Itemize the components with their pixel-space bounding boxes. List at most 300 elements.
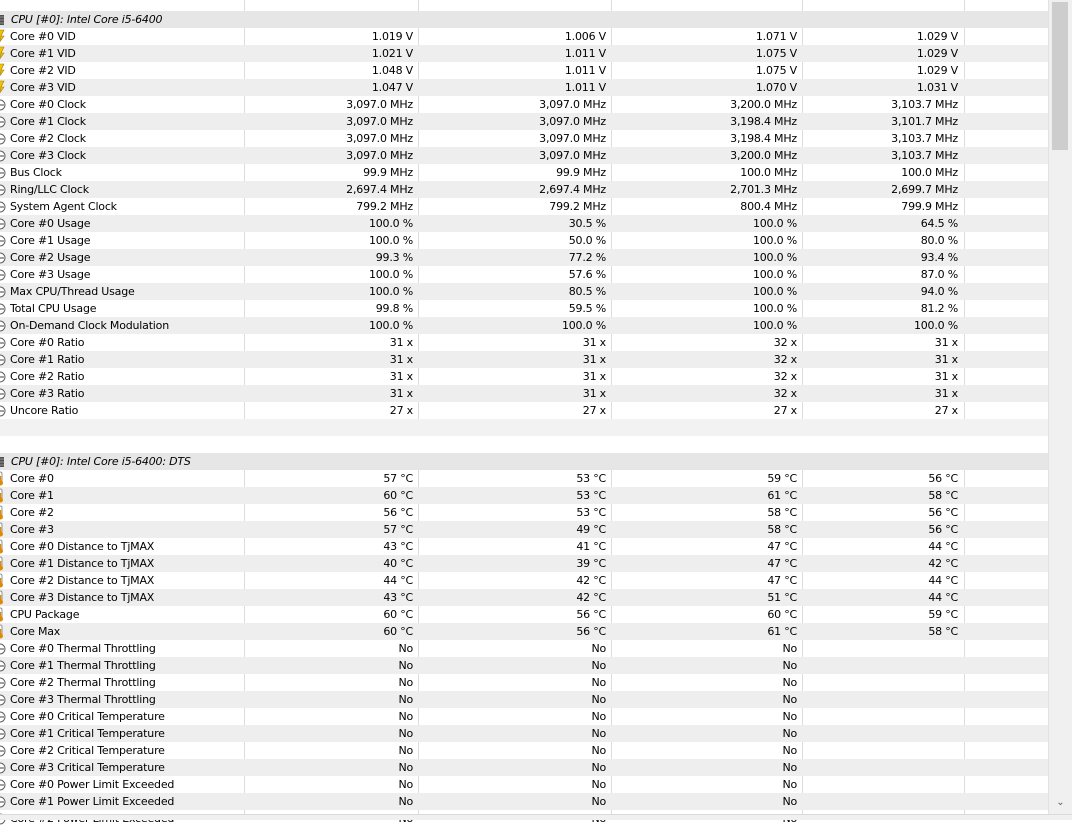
sensor-max-value: 100.0 %: [752, 234, 797, 247]
sensor-max-value: No: [782, 795, 797, 808]
gauge-icon: [0, 249, 6, 266]
sensor-max-value: 47 °C: [767, 540, 797, 553]
voltage-icon: [0, 79, 6, 96]
sensor-min-value: No: [591, 676, 606, 689]
sensor-min-value: 3,097.0 MHz: [539, 132, 606, 145]
sensor-name: Core #0 VID: [10, 30, 76, 43]
sensor-row[interactable]: [0, 113, 1048, 130]
sensor-row[interactable]: [0, 62, 1048, 79]
sensor-average-value: 100.0 MHz: [901, 166, 958, 179]
sensor-max-value: 47 °C: [767, 557, 797, 570]
sensor-max-value: No: [782, 676, 797, 689]
sensor-row[interactable]: [0, 283, 1048, 300]
sensor-min-value: 80.5 %: [568, 285, 606, 298]
sensor-max-value: 61 °C: [767, 489, 797, 502]
sensor-max-value: No: [782, 761, 797, 774]
gauge-icon: [0, 283, 6, 300]
sensor-average-value: 1.029 V: [916, 30, 958, 43]
sensor-average-value: 44 °C: [928, 574, 958, 587]
sensor-max-value: No: [782, 744, 797, 757]
sensor-row[interactable]: [0, 249, 1048, 266]
sensor-max-value: 3,198.4 MHz: [730, 115, 797, 128]
sensor-name: Core #2 VID: [10, 64, 76, 77]
sensor-min-value: 39 °C: [576, 557, 606, 570]
sensor-max-value: No: [782, 659, 797, 672]
sensor-current-value: 56 °C: [383, 506, 413, 519]
sensor-min-value: 53 °C: [576, 489, 606, 502]
sensor-row[interactable]: [0, 385, 1048, 402]
sensor-current-value: 44 °C: [383, 574, 413, 587]
sensor-name: Core #2 Thermal Throttling: [10, 676, 156, 689]
gauge-icon: [0, 708, 6, 725]
sensor-row[interactable]: [0, 487, 1048, 504]
sensor-name: Core #2 Critical Temperature: [10, 744, 165, 757]
gauge-icon: [0, 113, 6, 130]
sensor-name: System Agent Clock: [10, 200, 117, 213]
sensor-min-value: 799.2 MHz: [549, 200, 606, 213]
sensor-name: Core #0 Thermal Throttling: [10, 642, 156, 655]
chip-icon: [0, 453, 6, 470]
sensor-min-value: 49 °C: [576, 523, 606, 536]
sensor-row[interactable]: [0, 725, 1048, 742]
sensor-group-title: CPU [#0]: Intel Core i5-6400: [11, 13, 163, 26]
sensor-average-value: 44 °C: [928, 540, 958, 553]
sensor-current-value: No: [398, 778, 413, 791]
sensor-max-value: 32 x: [773, 370, 797, 383]
sensor-row[interactable]: [0, 232, 1048, 249]
chip-icon: [0, 11, 6, 28]
sensor-group-title: CPU [#0]: Intel Core i5-6400: DTS: [11, 455, 191, 468]
sensor-current-value: No: [398, 744, 413, 757]
sensor-current-value: 3,097.0 MHz: [346, 149, 413, 162]
sensor-average-value: 31 x: [934, 353, 958, 366]
sensor-name: Core #0 Critical Temperature: [10, 710, 165, 723]
sensor-average-value: 1.029 V: [916, 47, 958, 60]
sensor-row[interactable]: [0, 521, 1048, 538]
vertical-scrollbar[interactable]: [1048, 0, 1072, 814]
sensor-max-value: 1.070 V: [755, 81, 797, 94]
sensor-average-value: 93.4 %: [920, 251, 958, 264]
sensor-min-value: 100.0 %: [561, 319, 606, 332]
sensor-average-value: 59 °C: [928, 608, 958, 621]
sensor-name: Core #2 Clock: [10, 132, 86, 145]
sensor-min-value: No: [591, 744, 606, 757]
sensor-average-value: 56 °C: [928, 506, 958, 519]
sensor-name: Uncore Ratio: [10, 404, 79, 417]
sensor-average-value: [803, 793, 958, 810]
sensor-current-value: 60 °C: [383, 608, 413, 621]
thermometer-icon: [0, 487, 6, 504]
sensor-name: Core #0 Usage: [10, 217, 91, 230]
sensor-average-value: 3,103.7 MHz: [891, 132, 958, 145]
sensor-min-value: 3,097.0 MHz: [539, 149, 606, 162]
horizontal-scrollbar[interactable]: [0, 814, 1072, 820]
sensor-row[interactable]: [0, 470, 1048, 487]
sensor-average-value: 64.5 %: [920, 217, 958, 230]
gauge-icon: [0, 640, 6, 657]
gauge-icon: [0, 300, 6, 317]
gauge-icon: [0, 691, 6, 708]
sensor-name: Core #1 Usage: [10, 234, 91, 247]
sensor-average-value: [803, 674, 958, 691]
sensor-max-value: No: [782, 778, 797, 791]
thermometer-icon: [0, 589, 6, 606]
sensor-current-value: 43 °C: [383, 591, 413, 604]
sensor-current-value: No: [398, 693, 413, 706]
sensor-average-value: 31 x: [934, 336, 958, 349]
sensor-row[interactable]: [0, 351, 1048, 368]
gauge-icon: [0, 793, 6, 810]
sensor-max-value: 100.0 %: [752, 285, 797, 298]
sensor-min-value: 56 °C: [576, 625, 606, 638]
sensor-name: CPU Package: [10, 608, 80, 621]
sensor-min-value: 31 x: [582, 370, 606, 383]
sensor-max-value: 100.0 %: [752, 268, 797, 281]
sensor-name: Max CPU/Thread Usage: [10, 285, 135, 298]
sensor-name: Core #1: [10, 489, 54, 502]
sensor-current-value: 99.8 %: [375, 302, 413, 315]
gauge-icon: [0, 232, 6, 249]
sensor-name: Core #1 Ratio: [10, 353, 85, 366]
gauge-icon: [0, 147, 6, 164]
sensor-name: Core #1 Clock: [10, 115, 86, 128]
thermometer-icon: [0, 623, 6, 640]
sensor-name: Core #2 Ratio: [10, 370, 85, 383]
gauge-icon: [0, 674, 6, 691]
scrollbar-thumb[interactable]: [1052, 2, 1068, 150]
sensor-max-value: 1.075 V: [755, 64, 797, 77]
sensor-min-value: 50.0 %: [568, 234, 606, 247]
sensor-max-value: 3,198.4 MHz: [730, 132, 797, 145]
sensor-name: Core #0 Ratio: [10, 336, 85, 349]
sensor-name: On-Demand Clock Modulation: [10, 319, 169, 332]
sensor-average-value: 58 °C: [928, 625, 958, 638]
sensor-row[interactable]: [0, 555, 1048, 572]
sensor-name: Core #0 Clock: [10, 98, 86, 111]
sensor-current-value: 100.0 %: [368, 234, 413, 247]
sensor-min-value: No: [591, 727, 606, 740]
sensor-max-value: 51 °C: [767, 591, 797, 604]
sensor-row[interactable]: [0, 215, 1048, 232]
sensor-max-value: 100.0 MHz: [740, 166, 797, 179]
sensor-row[interactable]: [0, 606, 1048, 623]
sensor-max-value: 100.0 %: [752, 217, 797, 230]
sensor-min-value: 1.011 V: [564, 64, 606, 77]
sensor-average-value: 31 x: [934, 370, 958, 383]
sensor-current-value: 99.9 MHz: [363, 166, 413, 179]
sensor-row[interactable]: [0, 147, 1048, 164]
sensor-average-value: [803, 708, 958, 725]
sensor-current-value: 3,097.0 MHz: [346, 132, 413, 145]
sensor-name: Core #3 Thermal Throttling: [10, 693, 156, 706]
voltage-icon: [0, 62, 6, 79]
sensor-min-value: No: [591, 761, 606, 774]
sensor-current-value: 100.0 %: [368, 217, 413, 230]
sensor-average-value: 56 °C: [928, 472, 958, 485]
sensor-min-value: 56 °C: [576, 608, 606, 621]
sensor-name: Core #2 Distance to TjMAX: [10, 574, 155, 587]
sensor-max-value: 32 x: [773, 387, 797, 400]
sensor-row[interactable]: [0, 640, 1048, 657]
sensor-row[interactable]: [0, 657, 1048, 674]
sensor-row[interactable]: [0, 708, 1048, 725]
sensor-min-value: No: [591, 710, 606, 723]
sensor-row[interactable]: [0, 742, 1048, 759]
sensor-min-value: 31 x: [582, 387, 606, 400]
sensor-max-value: 3,200.0 MHz: [730, 98, 797, 111]
sensor-row[interactable]: [0, 266, 1048, 283]
sensor-name: Core #1 Critical Temperature: [10, 727, 165, 740]
sensor-current-value: 1.047 V: [371, 81, 413, 94]
sensor-average-value: 2,699.7 MHz: [891, 183, 958, 196]
voltage-icon: [0, 45, 6, 62]
sensor-name: Core #1 Power Limit Exceeded: [10, 795, 175, 808]
sensor-min-value: 31 x: [582, 353, 606, 366]
sensor-current-value: No: [398, 642, 413, 655]
sensor-min-value: 59.5 %: [568, 302, 606, 315]
sensor-current-value: No: [398, 659, 413, 672]
sensor-average-value: 1.031 V: [916, 81, 958, 94]
sensor-row[interactable]: [0, 164, 1048, 181]
sensor-current-value: 1.019 V: [371, 30, 413, 43]
gauge-icon: [0, 385, 6, 402]
sensor-average-value: [803, 725, 958, 742]
sensor-max-value: 59 °C: [767, 472, 797, 485]
sensor-row[interactable]: [0, 28, 1048, 45]
sensor-max-value: 58 °C: [767, 523, 797, 536]
sensor-current-value: No: [398, 761, 413, 774]
sensor-table: [0, 11, 1048, 827]
sensor-min-value: 30.5 %: [568, 217, 606, 230]
sensor-average-value: [803, 742, 958, 759]
sensor-row[interactable]: [0, 198, 1048, 215]
gauge-icon: [0, 334, 6, 351]
sensor-average-value: [803, 691, 958, 708]
sensor-max-value: No: [782, 710, 797, 723]
gauge-icon: [0, 725, 6, 742]
sensor-min-value: 57.6 %: [568, 268, 606, 281]
gauge-icon: [0, 317, 6, 334]
sensor-average-value: [803, 640, 958, 657]
sensor-average-value: 1.029 V: [916, 64, 958, 77]
sensor-average-value: 799.9 MHz: [901, 200, 958, 213]
sensor-row[interactable]: [0, 759, 1048, 776]
gauge-icon: [0, 776, 6, 793]
group-spacer: [0, 419, 1048, 436]
sensor-current-value: No: [398, 795, 413, 808]
sensor-row[interactable]: [0, 776, 1048, 793]
sensor-row[interactable]: [0, 674, 1048, 691]
thermometer-icon: [0, 521, 6, 538]
sensor-current-value: 2,697.4 MHz: [346, 183, 413, 196]
sensor-min-value: No: [591, 659, 606, 672]
sensor-current-value: 43 °C: [383, 540, 413, 553]
sensor-current-value: 31 x: [389, 387, 413, 400]
sensor-name: Core #1 VID: [10, 47, 76, 60]
sensor-row[interactable]: [0, 402, 1048, 419]
sensor-name: Core #2 Usage: [10, 251, 91, 264]
thermometer-icon: [0, 470, 6, 487]
gauge-icon: [0, 181, 6, 198]
gauge-icon: [0, 742, 6, 759]
sensor-max-value: No: [782, 642, 797, 655]
sensor-min-value: 99.9 MHz: [556, 166, 606, 179]
sensor-average-value: 44 °C: [928, 591, 958, 604]
sensor-max-value: 800.4 MHz: [740, 200, 797, 213]
sensor-name: Core #0 Power Limit Exceeded: [10, 778, 175, 791]
thermometer-icon: [0, 555, 6, 572]
sensor-name: Core #1 Thermal Throttling: [10, 659, 156, 672]
sensor-name: Core #0: [10, 472, 54, 485]
thermometer-icon: [0, 504, 6, 521]
gauge-icon: [0, 130, 6, 147]
sensor-max-value: 27 x: [773, 404, 797, 417]
sensor-row[interactable]: [0, 793, 1048, 810]
sensor-max-value: 58 °C: [767, 506, 797, 519]
sensor-group-header[interactable]: [0, 11, 1048, 28]
sensor-current-value: No: [398, 727, 413, 740]
sensor-name: Core #2: [10, 506, 54, 519]
sensor-row[interactable]: [0, 96, 1048, 113]
sensor-row[interactable]: [0, 317, 1048, 334]
sensor-max-value: 32 x: [773, 353, 797, 366]
sensor-max-value: 100.0 %: [752, 251, 797, 264]
sensor-min-value: 42 °C: [576, 591, 606, 604]
sensor-max-value: 32 x: [773, 336, 797, 349]
sensor-current-value: 27 x: [389, 404, 413, 417]
sensor-name: Core #3 Clock: [10, 149, 86, 162]
sensor-current-value: 60 °C: [383, 489, 413, 502]
sensor-min-value: 53 °C: [576, 472, 606, 485]
sensor-row[interactable]: [0, 572, 1048, 589]
sensor-name: Core #3: [10, 523, 54, 536]
sensor-average-value: 3,101.7 MHz: [891, 115, 958, 128]
sensor-current-value: 799.2 MHz: [356, 200, 413, 213]
thermometer-icon: [0, 606, 6, 623]
sensor-min-value: 41 °C: [576, 540, 606, 553]
sensor-average-value: 80.0 %: [920, 234, 958, 247]
sensor-row[interactable]: [0, 538, 1048, 555]
sensor-row[interactable]: [0, 691, 1048, 708]
sensor-name: Bus Clock: [10, 166, 62, 179]
sensor-max-value: 61 °C: [767, 625, 797, 638]
sensor-max-value: 2,701.3 MHz: [730, 183, 797, 196]
sensor-current-value: 40 °C: [383, 557, 413, 570]
sensor-current-value: 3,097.0 MHz: [346, 115, 413, 128]
sensor-min-value: No: [591, 693, 606, 706]
sensor-average-value: 42 °C: [928, 557, 958, 570]
sensor-row[interactable]: [0, 589, 1048, 606]
sensor-max-value: 1.071 V: [755, 30, 797, 43]
sensor-name: Core Max: [10, 625, 61, 638]
sensor-current-value: No: [398, 676, 413, 689]
sensor-min-value: 31 x: [582, 336, 606, 349]
sensor-current-value: 100.0 %: [368, 285, 413, 298]
scroll-down-arrow-icon[interactable]: ⌄: [1056, 797, 1065, 808]
sensor-min-value: No: [591, 642, 606, 655]
gauge-icon: [0, 759, 6, 776]
sensor-average-value: [803, 759, 958, 776]
gauge-icon: [0, 402, 6, 419]
sensor-name: Core #3 Usage: [10, 268, 91, 281]
sensor-row[interactable]: [0, 300, 1048, 317]
sensor-average-value: 94.0 %: [920, 285, 958, 298]
sensor-average-value: [803, 776, 958, 793]
sensor-row[interactable]: [0, 334, 1048, 351]
gauge-icon: [0, 266, 6, 283]
sensor-current-value: 31 x: [389, 336, 413, 349]
sensor-max-value: 47 °C: [767, 574, 797, 587]
sensor-current-value: 100.0 %: [368, 268, 413, 281]
sensor-min-value: 1.006 V: [564, 30, 606, 43]
sensor-average-value: 81.2 %: [920, 302, 958, 315]
sensor-average-value: 87.0 %: [920, 268, 958, 281]
sensor-min-value: No: [591, 778, 606, 791]
sensor-average-value: 27 x: [934, 404, 958, 417]
sensor-current-value: 31 x: [389, 370, 413, 383]
sensor-min-value: 1.011 V: [564, 81, 606, 94]
sensor-min-value: 3,097.0 MHz: [539, 115, 606, 128]
gauge-icon: [0, 368, 6, 385]
sensor-name: Total CPU Usage: [10, 302, 97, 315]
sensor-average-value: 31 x: [934, 387, 958, 400]
sensor-current-value: 1.048 V: [371, 64, 413, 77]
gauge-icon: [0, 96, 6, 113]
sensor-row[interactable]: [0, 45, 1048, 62]
sensor-min-value: 53 °C: [576, 506, 606, 519]
sensor-average-value: 100.0 %: [913, 319, 958, 332]
sensor-min-value: No: [591, 795, 606, 808]
sensor-current-value: 60 °C: [383, 625, 413, 638]
thermometer-icon: [0, 538, 6, 555]
gauge-icon: [0, 198, 6, 215]
sensor-row[interactable]: [0, 504, 1048, 521]
sensor-row[interactable]: [0, 79, 1048, 96]
sensor-max-value: No: [782, 693, 797, 706]
sensor-min-value: 77.2 %: [568, 251, 606, 264]
group-spacer: [0, 436, 1048, 453]
sensor-max-value: 3,200.0 MHz: [730, 149, 797, 162]
voltage-icon: [0, 28, 6, 45]
sensor-name: Core #1 Distance to TjMAX: [10, 557, 155, 570]
sensor-row[interactable]: [0, 130, 1048, 147]
sensor-max-value: 60 °C: [767, 608, 797, 621]
sensor-current-value: 1.021 V: [371, 47, 413, 60]
gauge-icon: [0, 215, 6, 232]
sensor-min-value: 3,097.0 MHz: [539, 98, 606, 111]
sensor-group-header[interactable]: [0, 453, 1048, 470]
sensor-row[interactable]: [0, 181, 1048, 198]
sensor-row[interactable]: [0, 368, 1048, 385]
sensor-name: Core #3 Ratio: [10, 387, 85, 400]
sensor-current-value: No: [398, 710, 413, 723]
gauge-icon: [0, 351, 6, 368]
sensor-name: Core #3 Critical Temperature: [10, 761, 165, 774]
sensor-average-value: 58 °C: [928, 489, 958, 502]
sensor-average-value: [803, 657, 958, 674]
sensor-max-value: 100.0 %: [752, 319, 797, 332]
sensor-max-value: 100.0 %: [752, 302, 797, 315]
sensor-name: Core #3 Distance to TjMAX: [10, 591, 155, 604]
sensor-row[interactable]: [0, 623, 1048, 640]
sensor-current-value: 99.3 %: [375, 251, 413, 264]
sensor-current-value: 57 °C: [383, 523, 413, 536]
sensor-current-value: 100.0 %: [368, 319, 413, 332]
sensor-current-value: 57 °C: [383, 472, 413, 485]
sensor-max-value: 1.075 V: [755, 47, 797, 60]
sensor-name: Core #0 Distance to TjMAX: [10, 540, 155, 553]
sensor-current-value: 3,097.0 MHz: [346, 98, 413, 111]
